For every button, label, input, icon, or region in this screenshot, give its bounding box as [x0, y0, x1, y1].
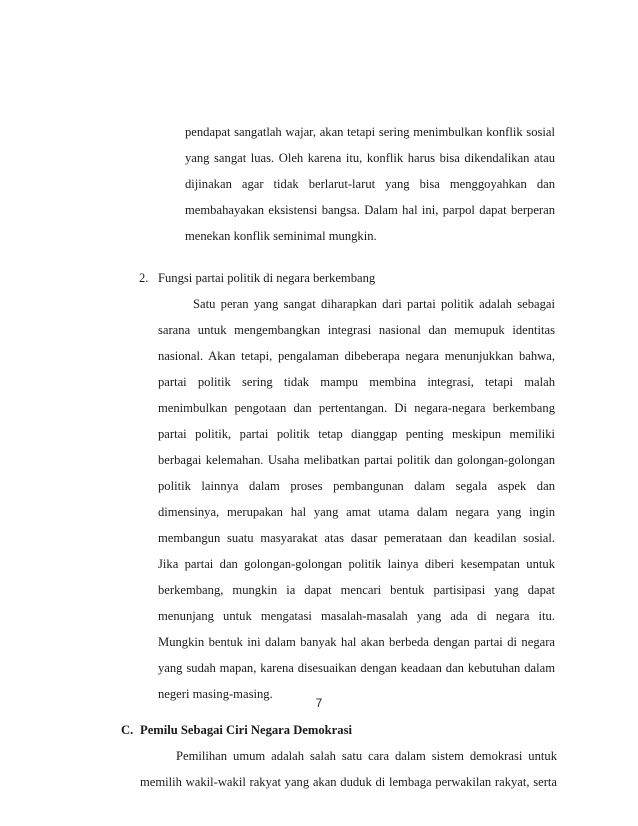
text-line: politik lainnya dalam proses pembangunan dalam segala aspek dan [158, 479, 555, 493]
text-line: menekan konflik seminimal mungkin. [185, 229, 377, 243]
text-line: membahayakan eksistensi bangsa. Dalam hal ini, parpol dapat berperan [185, 203, 555, 217]
text-line: menunjang untuk mengatasi masalah-masalah yang ada di negara itu. [158, 609, 555, 623]
text-line: berkembang, mungkin ia dapat mencari bentuk partisipasi yang dapat [158, 583, 555, 597]
text-line: dijinakan agar tidak berlarut-larut yang bisa menggoyahkan dan [185, 177, 555, 191]
text-line: membangun suatu masyarakat atas dasar pemerataan dan keadilan sosial. [158, 531, 555, 545]
list-item-title: Fungsi partai politik di negara berkembang [158, 271, 376, 285]
text-line: yang sangat luas. Oleh karena itu, konflik harus bisa dikendalikan atau [185, 151, 555, 165]
text-line: Satu peran yang sangat diharapkan dari partai politik adalah sebagai [193, 297, 555, 311]
list-item-number: 2. [139, 271, 149, 285]
text-line: memilih wakil-wakil rakyat yang akan duduk di lembaga perwakilan rakyat, serta [140, 775, 557, 789]
text-line: yang sudah mapan, karena disesuaikan dengan keadaan dan kebutuhan dalam [158, 661, 555, 675]
text-line: dimensinya, merupakan hal yang amat utama dalam negara yang ingin [158, 505, 555, 519]
text-line: negeri masing-masing. [158, 687, 273, 701]
text-line: pendapat sangatlah wajar, akan tetapi sering menimbulkan konflik sosial [185, 125, 555, 139]
list-item-heading [139, 270, 375, 286]
section-heading [121, 722, 352, 738]
text-line: Pemilihan umum adalah salah satu cara dalam sistem demokrasi untuk [176, 749, 557, 763]
text-line: sarana untuk mengembangkan integrasi nasional dan memupuk identitas [158, 323, 555, 337]
text-line: partai politik sering tidak mampu membina integrasi, tetapi malah [158, 375, 555, 389]
page-number: 7 [315, 698, 323, 710]
section-title: Pemilu Sebagai Ciri Negara Demokrasi [140, 723, 352, 737]
text-line: nasional. Akan tetapi, pengalaman dibeberapa negara menunjukkan bahwa, [158, 349, 555, 363]
text-line: Jika partai dan golongan-golongan politik lainya diberi kesempatan untuk [158, 557, 555, 571]
text-line: menimbulkan pengotaan dan pertentangan. Di negara-negara berkembang [158, 401, 555, 415]
text-line: partai politik, partai politik tetap dianggap penting meskipun memiliki [158, 427, 555, 441]
text-line: Mungkin bentuk ini dalam banyak hal akan berbeda dengan partai di negara [158, 635, 555, 649]
section-letter: C. [121, 723, 134, 737]
text-line: berbagai kelemahan. Usaha melibatkan partai politik dan golongan-golongan [158, 453, 555, 467]
